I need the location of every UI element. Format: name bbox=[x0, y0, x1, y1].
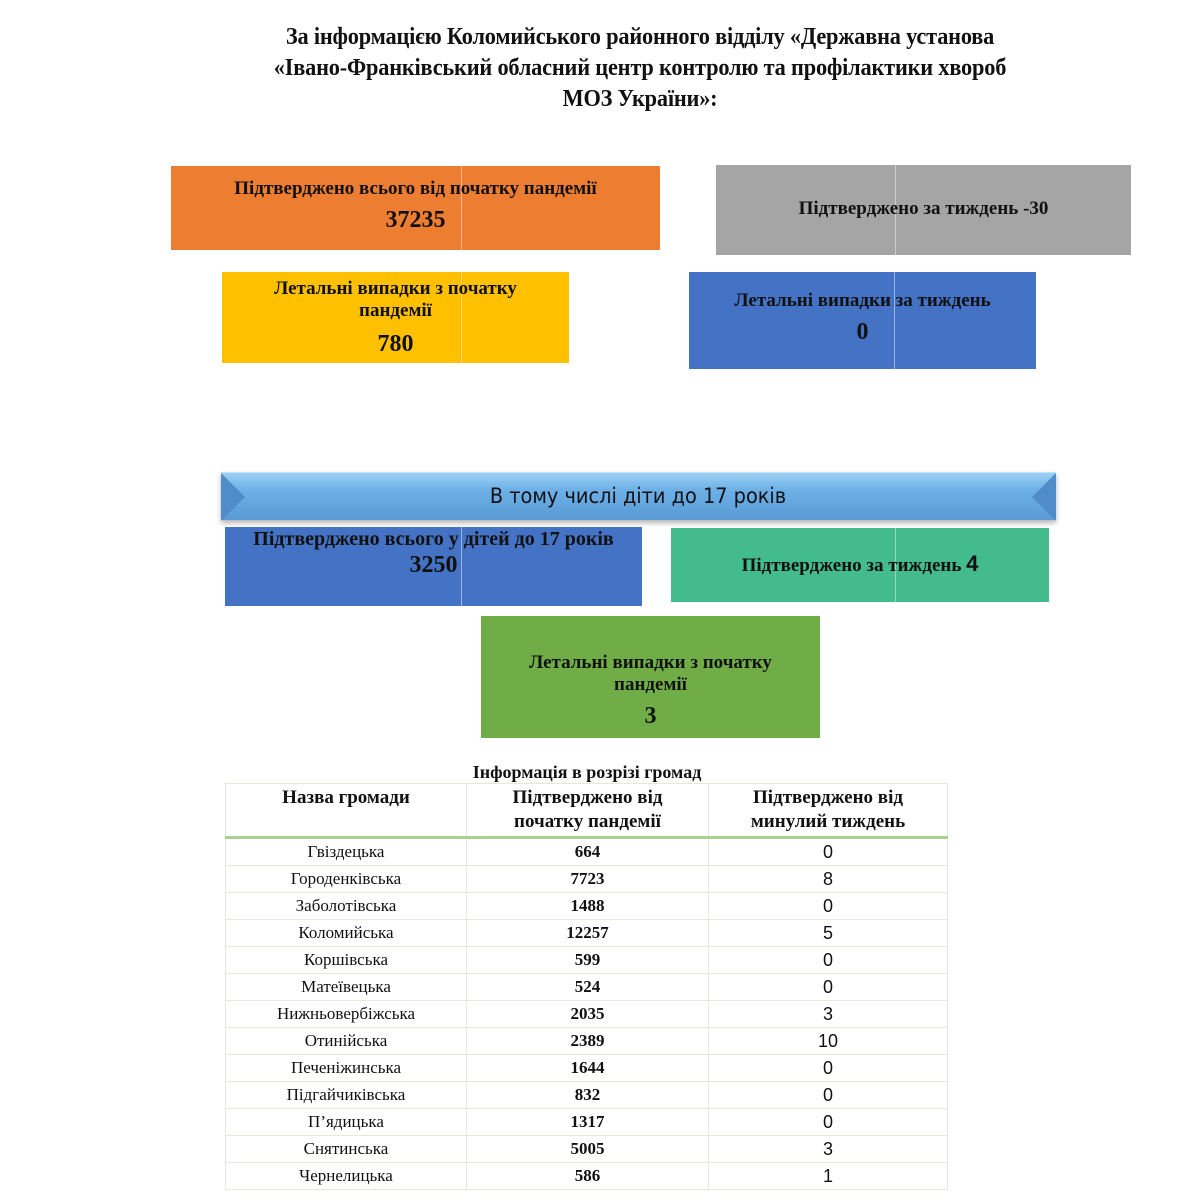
total-confirmed-cell: 2035 bbox=[467, 1001, 709, 1028]
total-confirmed-label: Підтверджено всього від початку пандемії bbox=[234, 178, 597, 199]
table-row bbox=[226, 1163, 948, 1190]
total-confirmed-cell: 1317 bbox=[467, 1109, 709, 1136]
total-confirmed-value: 37235 bbox=[385, 207, 446, 233]
community-name-cell: Городенківська bbox=[226, 866, 467, 893]
community-name-cell: Матеївецька bbox=[226, 974, 467, 1001]
total-deaths-label: Летальні випадки з початку пандемії bbox=[274, 278, 517, 321]
community-name-cell: Підгайчиківська bbox=[226, 1082, 467, 1109]
weekly-deaths-value: 0 bbox=[856, 319, 869, 345]
table-row bbox=[226, 893, 948, 920]
weekly-confirmed-cell: 3 bbox=[709, 1136, 948, 1163]
weekly-confirmed-cell: 10 bbox=[709, 1028, 948, 1055]
communities-table bbox=[225, 783, 948, 1190]
weekly-confirmed-card bbox=[716, 165, 1131, 255]
children-total-deaths-label: Летальні випадки з початку пандемії bbox=[529, 652, 772, 695]
weekly-confirmed-cell: 0 bbox=[709, 1055, 948, 1082]
total-confirmed-cell: 599 bbox=[467, 947, 709, 974]
total-confirmed-cell: 586 bbox=[467, 1163, 709, 1190]
community-name-cell: Заболотівська bbox=[226, 893, 467, 920]
weekly-confirmed-cell: 0 bbox=[709, 893, 948, 920]
community-name-cell: Отинійська bbox=[226, 1028, 467, 1055]
community-name-cell: Нижньовербіжська bbox=[226, 1001, 467, 1028]
table-row bbox=[226, 1028, 948, 1055]
children-total-deaths-card bbox=[481, 616, 820, 738]
weekly-confirmed-cell: 0 bbox=[709, 838, 948, 866]
weekly-confirmed-cell: 5 bbox=[709, 920, 948, 947]
total-confirmed-cell: 524 bbox=[467, 974, 709, 1001]
table-row bbox=[226, 866, 948, 893]
total-confirmed-cell: 832 bbox=[467, 1082, 709, 1109]
table-row bbox=[226, 920, 948, 947]
column-header-weekly: Підтверджено від минулий тиждень bbox=[709, 784, 948, 838]
table-row bbox=[226, 974, 948, 1001]
total-confirmed-cell: 2389 bbox=[467, 1028, 709, 1055]
children-banner-text: В тому числі діти до 17 років bbox=[490, 484, 787, 508]
title-line: «Івано-Франківський обласний центр контролю та профілактики хвороб bbox=[273, 55, 1007, 81]
table-row bbox=[226, 947, 948, 974]
children-weekly-confirmed-card bbox=[671, 528, 1049, 602]
table-row bbox=[226, 1055, 948, 1082]
total-confirmed-card bbox=[171, 166, 660, 250]
weekly-deaths-label: Летальні випадки за тиждень bbox=[734, 290, 991, 311]
children-weekly-confirmed-label bbox=[671, 553, 1049, 577]
banner-left-bevel bbox=[221, 473, 245, 521]
total-confirmed-cell: 664 bbox=[467, 838, 709, 866]
weekly-confirmed-cell: 8 bbox=[709, 866, 948, 893]
total-confirmed-cell: 7723 bbox=[467, 866, 709, 893]
total-confirmed-cell: 1488 bbox=[467, 893, 709, 920]
weekly-confirmed-cell: 3 bbox=[709, 1001, 948, 1028]
community-name-cell: П’ядицька bbox=[226, 1109, 467, 1136]
document-title bbox=[203, 22, 1077, 115]
children-weekly-confirmed-value: 4 bbox=[966, 551, 979, 576]
table-caption: Інформація в розрізі громад bbox=[472, 762, 702, 782]
weekly-confirmed-cell: 0 bbox=[709, 974, 948, 1001]
table-row bbox=[226, 1001, 948, 1028]
weekly-deaths-card bbox=[689, 272, 1036, 369]
total-deaths-card bbox=[222, 272, 569, 363]
children-total-confirmed-card bbox=[225, 527, 642, 606]
banner-right-bevel bbox=[1032, 473, 1056, 521]
children-total-confirmed-value: 3250 bbox=[409, 552, 458, 578]
community-name-cell: Гвіздецька bbox=[226, 838, 467, 866]
table-row bbox=[226, 1136, 948, 1163]
weekly-confirmed-cell: 0 bbox=[709, 947, 948, 974]
children-weekly-confirmed-text: Підтверджено за тиждень bbox=[741, 555, 962, 576]
title-line: МОЗ України»: bbox=[562, 86, 718, 112]
community-name-cell: Чернелицька bbox=[226, 1163, 467, 1190]
table-row bbox=[226, 838, 948, 866]
community-name-cell: Коломийська bbox=[226, 920, 467, 947]
total-deaths-value: 780 bbox=[377, 331, 414, 357]
column-header-community: Назва громади bbox=[226, 784, 467, 838]
weekly-confirmed-cell: 0 bbox=[709, 1082, 948, 1109]
weekly-confirmed-cell: 1 bbox=[709, 1163, 948, 1190]
total-confirmed-cell: 12257 bbox=[467, 920, 709, 947]
weekly-confirmed-cell: 0 bbox=[709, 1109, 948, 1136]
table-header-row bbox=[226, 784, 948, 838]
children-total-confirmed-label: Підтверджено всього у дітей до 17 років bbox=[253, 528, 614, 550]
children-banner bbox=[221, 472, 1056, 520]
community-name-cell: Печеніжинська bbox=[226, 1055, 467, 1082]
total-confirmed-cell: 5005 bbox=[467, 1136, 709, 1163]
total-confirmed-cell: 1644 bbox=[467, 1055, 709, 1082]
table-row bbox=[226, 1082, 948, 1109]
community-name-cell: Коршівська bbox=[226, 947, 467, 974]
weekly-confirmed-label: Підтверджено за тиждень -30 bbox=[798, 198, 1049, 219]
children-total-deaths-value: 3 bbox=[644, 703, 657, 729]
community-name-cell: Снятинська bbox=[226, 1136, 467, 1163]
table-row bbox=[226, 1109, 948, 1136]
title-line: За інформацією Коломийського районного відділу «Державна установа bbox=[285, 24, 995, 50]
column-header-total: Підтверджено від початку пандемії bbox=[467, 784, 709, 838]
